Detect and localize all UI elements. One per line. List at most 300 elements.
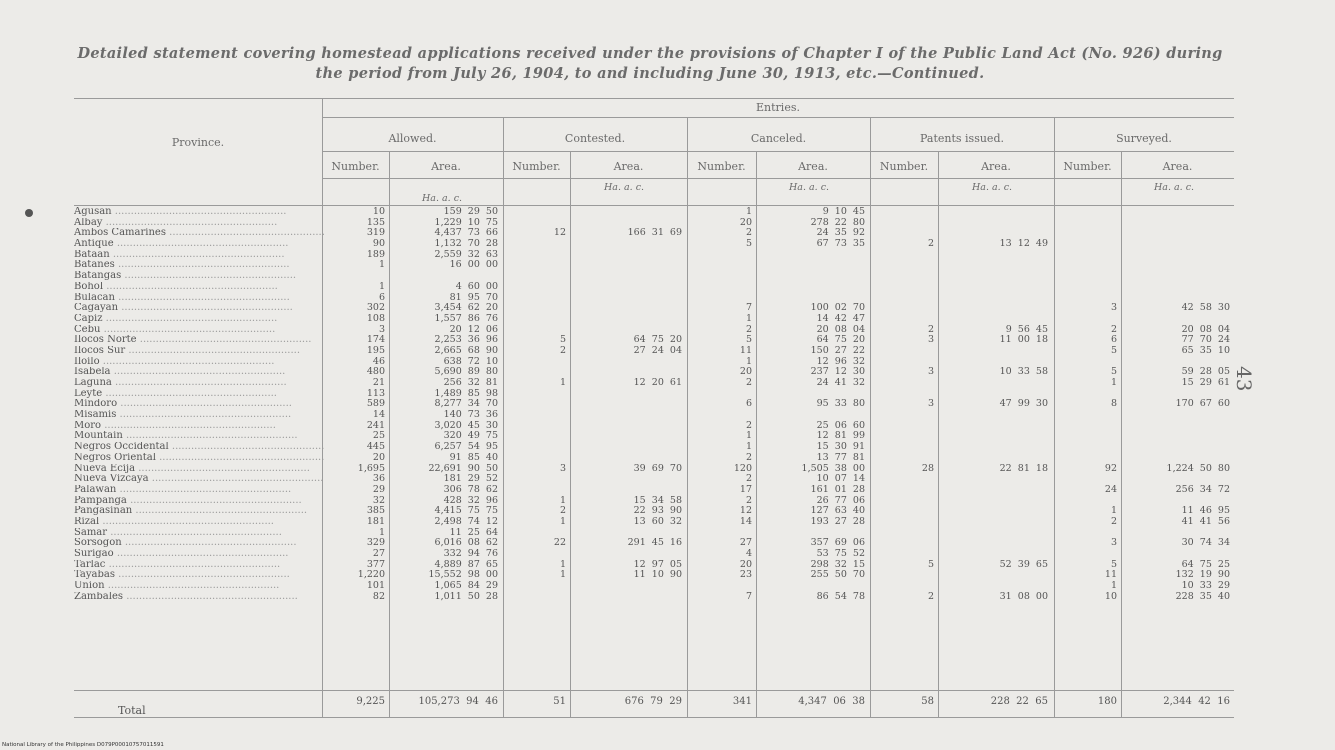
- table-cell: 11 00 18: [999, 334, 1048, 346]
- province-name: Misamis .....: [74, 410, 324, 421]
- total-canceled-number: 341: [732, 696, 752, 707]
- table-cell: [508, 442, 566, 453]
- table-cell: 127 63 40: [810, 505, 865, 517]
- area-units: Ha. a. c.: [604, 182, 645, 193]
- area-header: Area.: [798, 160, 828, 173]
- table-cell: [875, 207, 934, 218]
- area-header: Area.: [431, 160, 461, 173]
- table-cell: 10 33 58: [999, 366, 1048, 378]
- table-cell: 5: [745, 238, 752, 250]
- table-cell: 42 58 30: [1181, 302, 1230, 314]
- table-cell: [508, 367, 566, 378]
- table-cell: 1: [378, 526, 385, 538]
- province-name: Batanes .....: [74, 260, 324, 271]
- table-cell: [875, 346, 934, 357]
- table-cell: [508, 549, 566, 560]
- table-cell: [875, 410, 934, 421]
- table-cell: [1058, 421, 1117, 432]
- table-cell: 22,691 90 50: [428, 462, 498, 474]
- table-cell: [1125, 282, 1230, 293]
- table-cell: 2: [927, 238, 934, 250]
- table-cell: 302: [366, 302, 385, 314]
- table-cell: 81 95 70: [449, 291, 498, 303]
- contested-number-column: [508, 207, 566, 602]
- table-cell: [942, 528, 1048, 539]
- table-cell: 10 07 14: [816, 473, 865, 485]
- table-cell: [875, 549, 934, 560]
- table-cell: 20 12 06: [449, 323, 498, 335]
- table-cell: [1058, 282, 1117, 293]
- table-cell: 21: [372, 377, 385, 388]
- table-cell: [875, 538, 934, 549]
- table-cell: [942, 517, 1048, 528]
- table-cell: [875, 453, 934, 464]
- area-header: Area.: [981, 160, 1011, 173]
- total-canceled-area: 4,347 06 38: [798, 696, 865, 707]
- table-cell: [574, 399, 682, 410]
- table-cell: [574, 431, 682, 442]
- table-cell: [508, 293, 566, 304]
- area-header: Area.: [613, 160, 644, 173]
- table-cell: 1: [559, 377, 566, 388]
- table-cell: [692, 293, 752, 304]
- table-cell: 5: [927, 558, 934, 570]
- table-cell: 67 73 35: [816, 238, 865, 250]
- table-cell: [1058, 453, 1117, 464]
- table-cell: 3: [927, 398, 934, 410]
- canceled-area-column: [760, 207, 865, 602]
- canceled-header: Canceled.: [750, 132, 807, 145]
- table-cell: [942, 260, 1048, 271]
- table-cell: 12 81 99: [816, 430, 865, 442]
- table-cell: [875, 282, 934, 293]
- table-cell: 4: [745, 548, 752, 559]
- canceled-number-column: [692, 207, 752, 602]
- table-cell: 1: [745, 206, 752, 217]
- province-column: [74, 207, 324, 602]
- col-rule: [1121, 151, 1122, 718]
- table-cell: 3: [927, 334, 934, 346]
- table-cell: [508, 474, 566, 485]
- province-name: Tarlac .....: [74, 560, 324, 571]
- table-cell: 4,415 75 75: [434, 505, 498, 517]
- table-cell: [875, 293, 934, 304]
- table-cell: 5: [1110, 344, 1117, 356]
- table-cell: 3: [927, 366, 934, 378]
- table-cell: 6,257 54 95: [434, 441, 498, 453]
- table-cell: 101: [366, 580, 385, 592]
- province-name: Ilocos Sur .....: [74, 346, 324, 357]
- table-cell: 36: [372, 473, 385, 485]
- table-cell: [875, 581, 934, 592]
- table-cell: 2: [745, 451, 752, 463]
- table-cell: 1: [378, 259, 385, 271]
- table-cell: 193 27 28: [810, 515, 865, 527]
- table-cell: 20 08 04: [1181, 323, 1230, 335]
- table-cell: [574, 357, 682, 368]
- table-cell: 2: [927, 590, 934, 602]
- page-title: Detailed statement covering homestead applications received under the provisions of Chapter I of the Public Land Act (No. 926) during the period from July 26, 1904, to and including June 30, 1913, etc.—Continued.: [77, 45, 1223, 82]
- table-cell: 113: [366, 387, 385, 399]
- table-cell: 20: [739, 216, 752, 228]
- table-cell: 14 42 47: [816, 312, 865, 324]
- table-cell: 1: [559, 558, 566, 570]
- number-header: Number.: [879, 160, 929, 173]
- table-cell: [1058, 207, 1117, 218]
- table-cell: 46: [372, 355, 385, 367]
- table-cell: [875, 389, 934, 400]
- table-cell: 108: [366, 312, 385, 324]
- table-cell: 82: [372, 590, 385, 602]
- table-cell: [508, 282, 566, 293]
- table-cell: 77 70 24: [1181, 334, 1230, 346]
- table-cell: 1: [1110, 377, 1117, 388]
- table-cell: [692, 410, 752, 421]
- table-cell: 5: [559, 334, 566, 346]
- table-cell: [508, 207, 566, 218]
- province-name: Tayabas .....: [74, 570, 324, 581]
- table-cell: 1,011 50 28: [434, 590, 498, 602]
- number-header: Number.: [697, 160, 746, 173]
- table-cell: 12: [553, 227, 566, 239]
- table-cell: 428 32 96: [443, 494, 498, 506]
- table-cell: 90: [372, 238, 385, 250]
- table-cell: [942, 346, 1048, 357]
- table-cell: [942, 207, 1048, 218]
- table-cell: 20: [739, 558, 752, 570]
- table-cell: 3: [378, 323, 385, 335]
- table-cell: [508, 250, 566, 261]
- table-cell: 92: [1104, 462, 1117, 474]
- table-cell: [508, 314, 566, 325]
- table-cell: 25: [372, 430, 385, 442]
- table-cell: [508, 389, 566, 400]
- table-cell: 2: [745, 323, 752, 335]
- table-cell: 32: [372, 494, 385, 506]
- total-patents-number: 58: [921, 696, 934, 707]
- area-header: Area.: [1162, 160, 1193, 173]
- table-cell: [1058, 389, 1117, 400]
- province-name: Ilocos Norte .....: [74, 335, 324, 346]
- table-cell: [760, 271, 865, 282]
- table-cell: [574, 303, 682, 314]
- table-cell: [942, 250, 1048, 261]
- col-rule: [756, 151, 757, 718]
- table-cell: [875, 250, 934, 261]
- province-name: Samar .....: [74, 528, 324, 539]
- table-cell: 64 75 25: [1181, 558, 1230, 570]
- province-name: Nueva Vizcaya .....: [74, 474, 324, 485]
- total-surveyed-number: 180: [1097, 696, 1117, 707]
- patents-number-column: [875, 207, 934, 602]
- table-cell: [574, 239, 682, 250]
- table-cell: 189: [366, 248, 385, 260]
- table-cell: 5: [1110, 558, 1117, 570]
- table-cell: 65 35 10: [1181, 344, 1230, 356]
- table-cell: [508, 239, 566, 250]
- table-cell: 357 69 06: [810, 537, 865, 549]
- table-cell: [508, 357, 566, 368]
- table-cell: [692, 282, 752, 293]
- area-units: Ha. a. c.: [789, 182, 830, 193]
- province-name: Mountain .....: [74, 431, 324, 442]
- table-cell: [875, 506, 934, 517]
- allowed-area-column: [392, 207, 498, 602]
- table-cell: [508, 271, 566, 282]
- total-allowed-number: 9,225: [356, 696, 385, 707]
- table-cell: [1058, 431, 1117, 442]
- table-cell: [1058, 293, 1117, 304]
- table-cell: 589: [366, 398, 385, 410]
- table-cell: 3,454 62 20: [434, 302, 498, 314]
- table-cell: 2: [1110, 515, 1117, 527]
- table-cell: 2: [745, 494, 752, 506]
- province-header: Province.: [171, 136, 225, 149]
- table-cell: 11: [1104, 569, 1117, 581]
- table-cell: [1058, 314, 1117, 325]
- table-cell: 1,557 86 76: [434, 312, 498, 324]
- table-cell: [875, 474, 934, 485]
- table-cell: 27: [739, 537, 752, 549]
- province-name: Palawan .....: [74, 485, 324, 496]
- table-cell: [574, 592, 682, 603]
- table-cell: [692, 260, 752, 271]
- table-cell: 14: [739, 515, 752, 527]
- table-cell: 2: [745, 227, 752, 239]
- table-cell: [1125, 442, 1230, 453]
- table-cell: 2: [745, 377, 752, 388]
- table-cell: [942, 474, 1048, 485]
- table-cell: 13 60 32: [633, 515, 682, 527]
- province-name: Iloilo .....: [74, 357, 324, 368]
- total-contested-area: 676 79 29: [624, 696, 682, 707]
- table-cell: [875, 228, 934, 239]
- province-name: Cagayan .....: [74, 303, 324, 314]
- table-cell: [574, 442, 682, 453]
- table-cell: 23: [739, 569, 752, 581]
- total-allowed-area: 105,273 94 46: [418, 696, 498, 707]
- table-cell: 2,253 36 96: [434, 334, 498, 346]
- table-cell: 241: [366, 419, 385, 431]
- table-cell: 2,559 32 63: [434, 248, 498, 260]
- table-cell: [574, 485, 682, 496]
- table-cell: [692, 389, 752, 400]
- province-name: Nueva Ecija .....: [74, 464, 324, 475]
- table-cell: [1058, 228, 1117, 239]
- table-cell: [942, 538, 1048, 549]
- table-cell: 166 31 69: [627, 227, 682, 239]
- table-cell: 256 34 72: [1175, 483, 1230, 495]
- table-cell: 24: [1104, 483, 1117, 495]
- table-cell: 161 01 28: [810, 483, 865, 495]
- table-cell: 132 19 90: [1175, 569, 1230, 581]
- total-surveyed-area: 2,344 42 16: [1163, 696, 1230, 707]
- table-cell: 1,695: [357, 462, 385, 474]
- allowed-header: Allowed.: [388, 132, 437, 145]
- table-cell: 27: [372, 548, 385, 559]
- table-cell: [574, 314, 682, 325]
- table-cell: 1: [1110, 505, 1117, 517]
- table-cell: 377: [366, 558, 385, 570]
- table-cell: 22: [553, 537, 566, 549]
- table-cell: 24 35 92: [816, 227, 865, 239]
- table-cell: [1125, 239, 1230, 250]
- table-cell: [508, 303, 566, 314]
- table-cell: 256 32 81: [443, 377, 498, 388]
- table-cell: 4,889 87 65: [434, 558, 498, 570]
- province-name: Isabela .....: [74, 367, 324, 378]
- table-cell: 20: [739, 366, 752, 378]
- table-cell: 291 45 16: [627, 537, 682, 549]
- table-cell: [1058, 250, 1117, 261]
- table-cell: [1125, 421, 1230, 432]
- table-cell: 1: [745, 355, 752, 367]
- province-name: Bohol .....: [74, 282, 324, 293]
- table-cell: [328, 271, 385, 282]
- table-cell: 150 27 22: [810, 344, 865, 356]
- contested-header: Contested.: [564, 132, 626, 145]
- table-cell: 9 56 45: [1005, 323, 1048, 335]
- margin-bullet: [25, 209, 33, 217]
- table-cell: [1058, 442, 1117, 453]
- table-cell: [508, 485, 566, 496]
- table-cell: 385: [366, 505, 385, 517]
- entries-rule: [322, 117, 1234, 118]
- table-cell: [508, 431, 566, 442]
- table-cell: 6: [1110, 334, 1117, 346]
- table-cell: 5: [745, 334, 752, 346]
- table-cell: [942, 570, 1048, 581]
- table-cell: [760, 250, 865, 261]
- table-cell: [508, 592, 566, 603]
- table-cell: 320 49 75: [443, 430, 498, 442]
- col-rule: [687, 117, 688, 718]
- table-cell: 86 54 78: [816, 590, 865, 602]
- table-cell: 28: [921, 462, 934, 474]
- col-rule: [570, 151, 571, 718]
- number-header: Number.: [331, 160, 380, 173]
- table-cell: 3: [1110, 537, 1117, 549]
- table-cell: [574, 250, 682, 261]
- table-cell: 11 46 95: [1181, 505, 1230, 517]
- table-cell: 39 69 70: [633, 462, 682, 474]
- table-cell: 1,132 70 28: [434, 238, 498, 250]
- table-cell: 2,665 68 90: [434, 344, 498, 356]
- table-cell: 95 33 80: [816, 398, 865, 410]
- table-cell: 2: [559, 505, 566, 517]
- table-cell: 3,020 45 30: [434, 419, 498, 431]
- table-cell: [1125, 314, 1230, 325]
- table-cell: [875, 496, 934, 507]
- table-cell: 8,277 34 70: [434, 398, 498, 410]
- page-number: 43: [1232, 366, 1256, 392]
- table-cell: [942, 218, 1048, 229]
- table-cell: 135: [366, 216, 385, 228]
- province-name: Moro .....: [74, 421, 324, 432]
- table-cell: 1: [745, 430, 752, 442]
- table-cell: [508, 453, 566, 464]
- table-cell: 30 74 34: [1181, 537, 1230, 549]
- table-cell: 1,505 38 00: [801, 462, 865, 474]
- province-name: Ambos Camarines .....: [74, 228, 324, 239]
- province-name: Pampanga .....: [74, 496, 324, 507]
- table-cell: 10: [1104, 590, 1117, 602]
- table-cell: [574, 207, 682, 218]
- table-cell: 64 75 20: [816, 334, 865, 346]
- province-name: Cebu .....: [74, 325, 324, 336]
- table-cell: 332 94 76: [443, 548, 498, 559]
- table-cell: [574, 293, 682, 304]
- table-cell: [942, 453, 1048, 464]
- table-cell: 12 96 32: [816, 355, 865, 367]
- table-cell: 329: [366, 537, 385, 549]
- table-cell: 11 25 64: [449, 526, 498, 538]
- surveyed-number-column: [1058, 207, 1117, 602]
- table-cell: 12 20 61: [633, 377, 682, 388]
- total-contested-number: 51: [553, 696, 566, 707]
- table-cell: 1,220: [357, 569, 385, 581]
- table-cell: 13 77 81: [816, 451, 865, 463]
- table-cell: 1: [378, 280, 385, 292]
- table-cell: 10: [372, 206, 385, 217]
- table-cell: [574, 260, 682, 271]
- table-cell: 15 29 61: [1181, 377, 1230, 388]
- table-cell: 638 72 10: [443, 355, 498, 367]
- table-cell: [1125, 260, 1230, 271]
- table-cell: 91 85 40: [449, 451, 498, 463]
- table-cell: [1058, 496, 1117, 507]
- table-cell: 1,224 50 80: [1166, 462, 1230, 474]
- table-cell: [875, 442, 934, 453]
- table-cell: 4,437 73 66: [434, 227, 498, 239]
- table-cell: [942, 442, 1048, 453]
- table-cell: [875, 260, 934, 271]
- table-cell: [1058, 239, 1117, 250]
- table-cell: [1058, 218, 1117, 229]
- province-name: Batangas .....: [74, 271, 324, 282]
- table-cell: 2: [745, 419, 752, 431]
- table-cell: 170 67 60: [1175, 398, 1230, 410]
- table-cell: [1058, 528, 1117, 539]
- table-cell: [942, 421, 1048, 432]
- table-cell: 20 08 04: [816, 323, 865, 335]
- table-cell: [942, 303, 1048, 314]
- table-cell: 25 06 60: [816, 419, 865, 431]
- table-cell: 159 29 50: [443, 206, 498, 217]
- table-cell: 181: [366, 515, 385, 527]
- table-cell: 11 10 90: [633, 569, 682, 581]
- area-units: Ha. a. c.: [1154, 182, 1195, 193]
- table-cell: 195: [366, 344, 385, 356]
- table-cell: 24 41 32: [816, 377, 865, 388]
- table-cell: [942, 431, 1048, 442]
- table-cell: [942, 506, 1048, 517]
- total-label: Total: [118, 704, 146, 717]
- table-cell: 1,065 84 29: [434, 580, 498, 592]
- table-cell: 1: [559, 569, 566, 581]
- province-name: Rizal .....: [74, 517, 324, 528]
- table-cell: 15,552 98 00: [428, 569, 498, 581]
- table-cell: [1125, 228, 1230, 239]
- table-cell: [692, 581, 752, 592]
- table-cell: [760, 282, 865, 293]
- table-cell: 2: [927, 323, 934, 335]
- allowed-number-column: [328, 207, 385, 602]
- table-cell: [574, 389, 682, 400]
- province-name: Laguna .....: [74, 378, 324, 389]
- table-cell: 11: [739, 344, 752, 356]
- table-cell: [1125, 410, 1230, 421]
